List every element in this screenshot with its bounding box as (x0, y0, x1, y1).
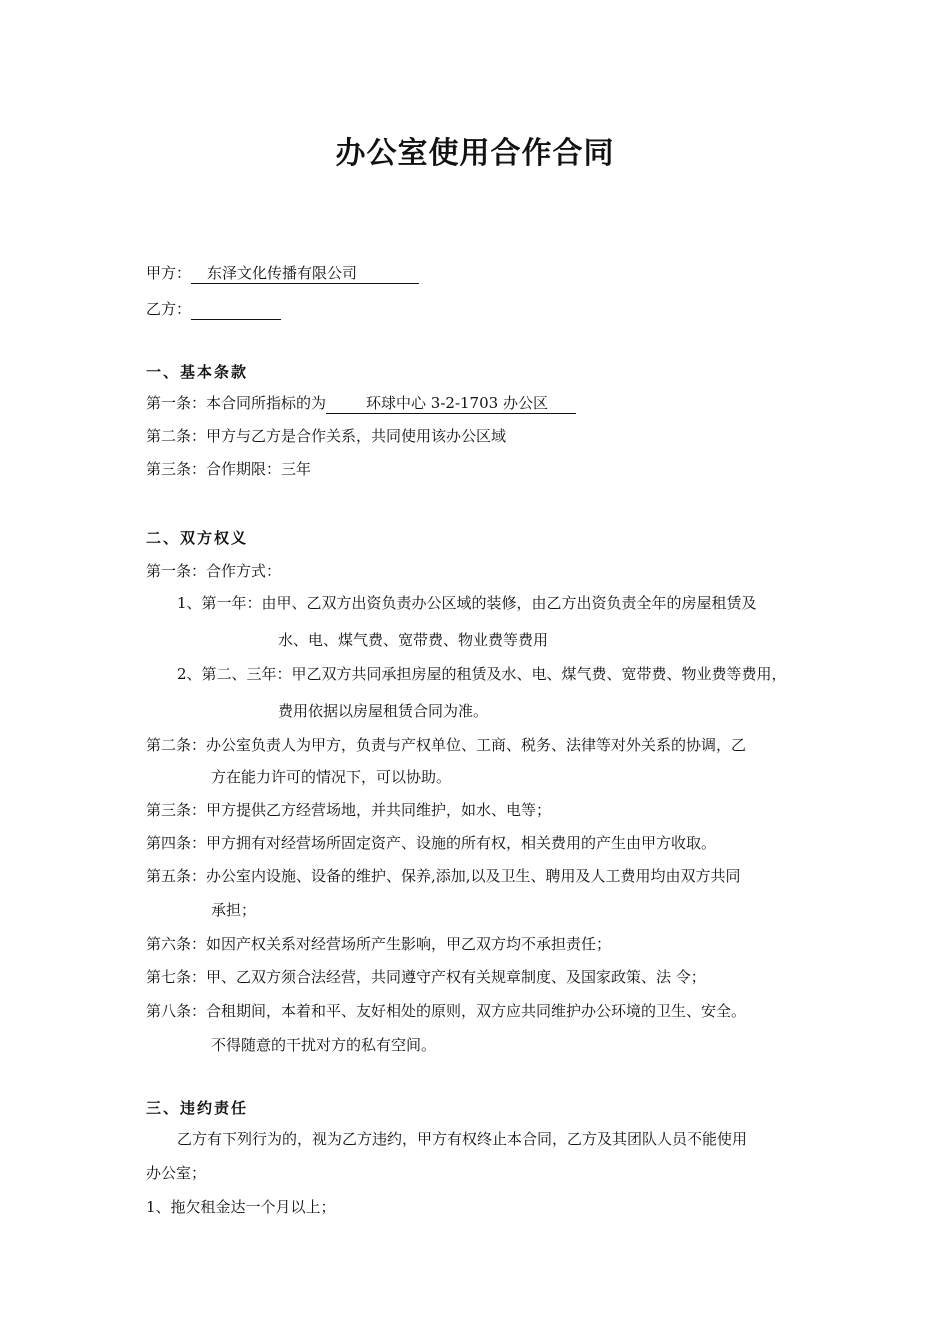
section-2-article-3: 第三条：甲方提供乙方经营场地，并共同维护，如水、电等； (146, 801, 552, 819)
section-1-heading: 一、基本条款 (146, 363, 249, 381)
section-2-article-8: 第八条：合租期间，本着和平、友好相处的原则，双方应共同维护办公环境的卫生、安全。 (146, 1002, 747, 1020)
document-title: 办公室使用合作合同 (335, 136, 615, 171)
section-2-article-1-sub-2: 2、第二、三年：甲乙双方共同承担房屋的租赁及水、电、煤气费、宽带费、物业费等费用， (177, 665, 787, 683)
section-2-article-5: 第五条：办公室内设施、设备的维护、保养,添加,以及卫生、聘用及人工费用均由双方共同 (146, 867, 741, 885)
section-1-item-1-prefix: 第一条：本合同所指标的为 (146, 394, 327, 412)
party-a-label: 甲方： (146, 264, 192, 282)
section-2-heading: 二、双方权义 (146, 529, 249, 547)
section-3-item-1: 1、拖欠租金达一个月以上； (146, 1198, 336, 1216)
section-2-article-1: 第一条：合作方式： (146, 562, 282, 580)
section-1-item-2: 第二条：甲方与乙方是合作关系，共同使用该办公区域 (146, 427, 507, 445)
party-b-line (146, 298, 281, 320)
section-3-intro: 乙方有下列行为的，视为乙方违约，甲方有权终止本合同，乙方及其团队人员不能使用 (177, 1130, 748, 1148)
party-b-label: 乙方： (146, 300, 192, 318)
section-2-article-4: 第四条：甲方拥有对经营场所固定资产、设施的所有权，相关费用的产生由甲方收取。 (146, 834, 717, 852)
target-office-value: 环球中心 3-2-1703 办公区 (326, 393, 576, 414)
section-2-article-1-sub-1: 1、第一年：由甲、乙双方出资负责办公区域的装修，由乙方出资负责全年的房屋租赁及 (177, 594, 757, 612)
section-2-article-2: 第二条：办公室负责人为甲方，负责与产权单位、工商、税务、法律等对外关系的协调，乙 (146, 736, 747, 754)
section-1-item-3: 第三条：合作期限：三年 (146, 460, 312, 478)
section-2-article-2-cont: 方在能力许可的情况下，可以协助。 (211, 768, 452, 786)
section-2-article-5-cont: 承担； (211, 901, 257, 919)
section-2-article-1-sub-1-cont: 水、电、煤气费、宽带费、物业费等费用 (278, 631, 549, 649)
section-3-intro-cont: 办公室； (146, 1164, 207, 1182)
section-3-heading: 三、违约责任 (146, 1099, 249, 1117)
party-a-line (146, 262, 419, 284)
party-a-value: 东泽文化传播有限公司 (191, 263, 419, 284)
section-2-article-6: 第六条：如因产权关系对经营场所产生影响，甲乙双方均不承担责任； (146, 935, 612, 953)
section-1-item-1 (146, 392, 576, 414)
section-2-article-7: 第七条：甲、乙双方须合法经营，共同遵守产权有关规章制度、及国家政策、法 令； (146, 968, 706, 986)
section-2-article-8-cont: 不得随意的干扰对方的私有空间。 (211, 1036, 437, 1054)
section-2-article-1-sub-2-cont: 费用依据以房屋租赁合同为准。 (278, 702, 489, 720)
party-b-value (191, 299, 281, 320)
